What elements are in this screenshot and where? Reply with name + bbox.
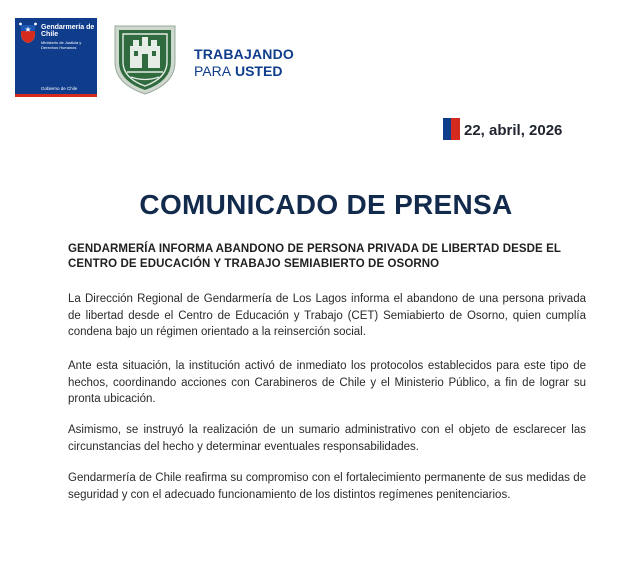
gobierno-logo-gov-name: Gobierno de Chile <box>41 86 78 91</box>
body-paragraph-2: Ante esta situación, la institución activó de inmediato los protocolos establecidos para este tipo de hechos, coordinando acciones con Carabineros de Chile y el Ministerio Público, a fin de lograr su pronta ubicación. <box>68 360 586 405</box>
slogan-usted: USTED <box>234 63 283 79</box>
slogan-line1: TRABAJANDO <box>194 46 294 62</box>
press-date: 22, abril, 2026 <box>464 122 563 139</box>
gobierno-logo <box>15 18 97 97</box>
body-paragraph-1: La Dirección Regional de Gendarmería de Los Lagos informa el abandono de una persona privada de libertad desde el Centro de Educación y Trabajo (CET) Semiabierto de Osorno, quien cumplía condena bajo un régimen orientado a la reinserción social. <box>68 293 586 338</box>
gobierno-logo-org-name: Gendarmería de Chile <box>41 24 95 38</box>
slogan-line2 <box>194 63 294 80</box>
flag-mark-blue <box>443 118 451 140</box>
page-title: COMUNICADO DE PRENSA <box>139 189 513 220</box>
press-headline: GENDARMERÍA INFORMA ABANDONO DE PERSONA PRIVADA DE LIBERTAD DESDE EL CENTRO DE EDUCACIÓN Y TRABAJO SEMIABIERTO DE OSORNO <box>68 243 561 270</box>
flag-mark-red <box>451 118 460 140</box>
coat-of-arms-icon <box>19 22 37 44</box>
body-paragraph-4: Gendarmería de Chile reafirma su compromiso con el fortalecimiento permanente de sus medidas de seguridad y con el adecuado funcionamiento de los distintos regímenes penitenciarios. <box>68 472 586 501</box>
flag-mark-icon <box>443 118 460 140</box>
slogan <box>194 46 294 80</box>
gobierno-logo-ministry: Ministerio de Justicia y Derechos Humanos <box>41 40 82 50</box>
date-block <box>443 118 562 140</box>
slogan-para: PARA <box>194 63 232 79</box>
body-paragraph-3: Asimismo, se instruyó la realización de un sumario administrativo con el objeto de esclarecer las circunstancias del hecho y determinar eventuales responsabilidades. <box>68 424 586 453</box>
gobierno-logo-panel <box>15 18 97 97</box>
gobierno-logo-red-strip <box>15 94 97 97</box>
gendarmeria-seal-icon <box>109 22 181 96</box>
